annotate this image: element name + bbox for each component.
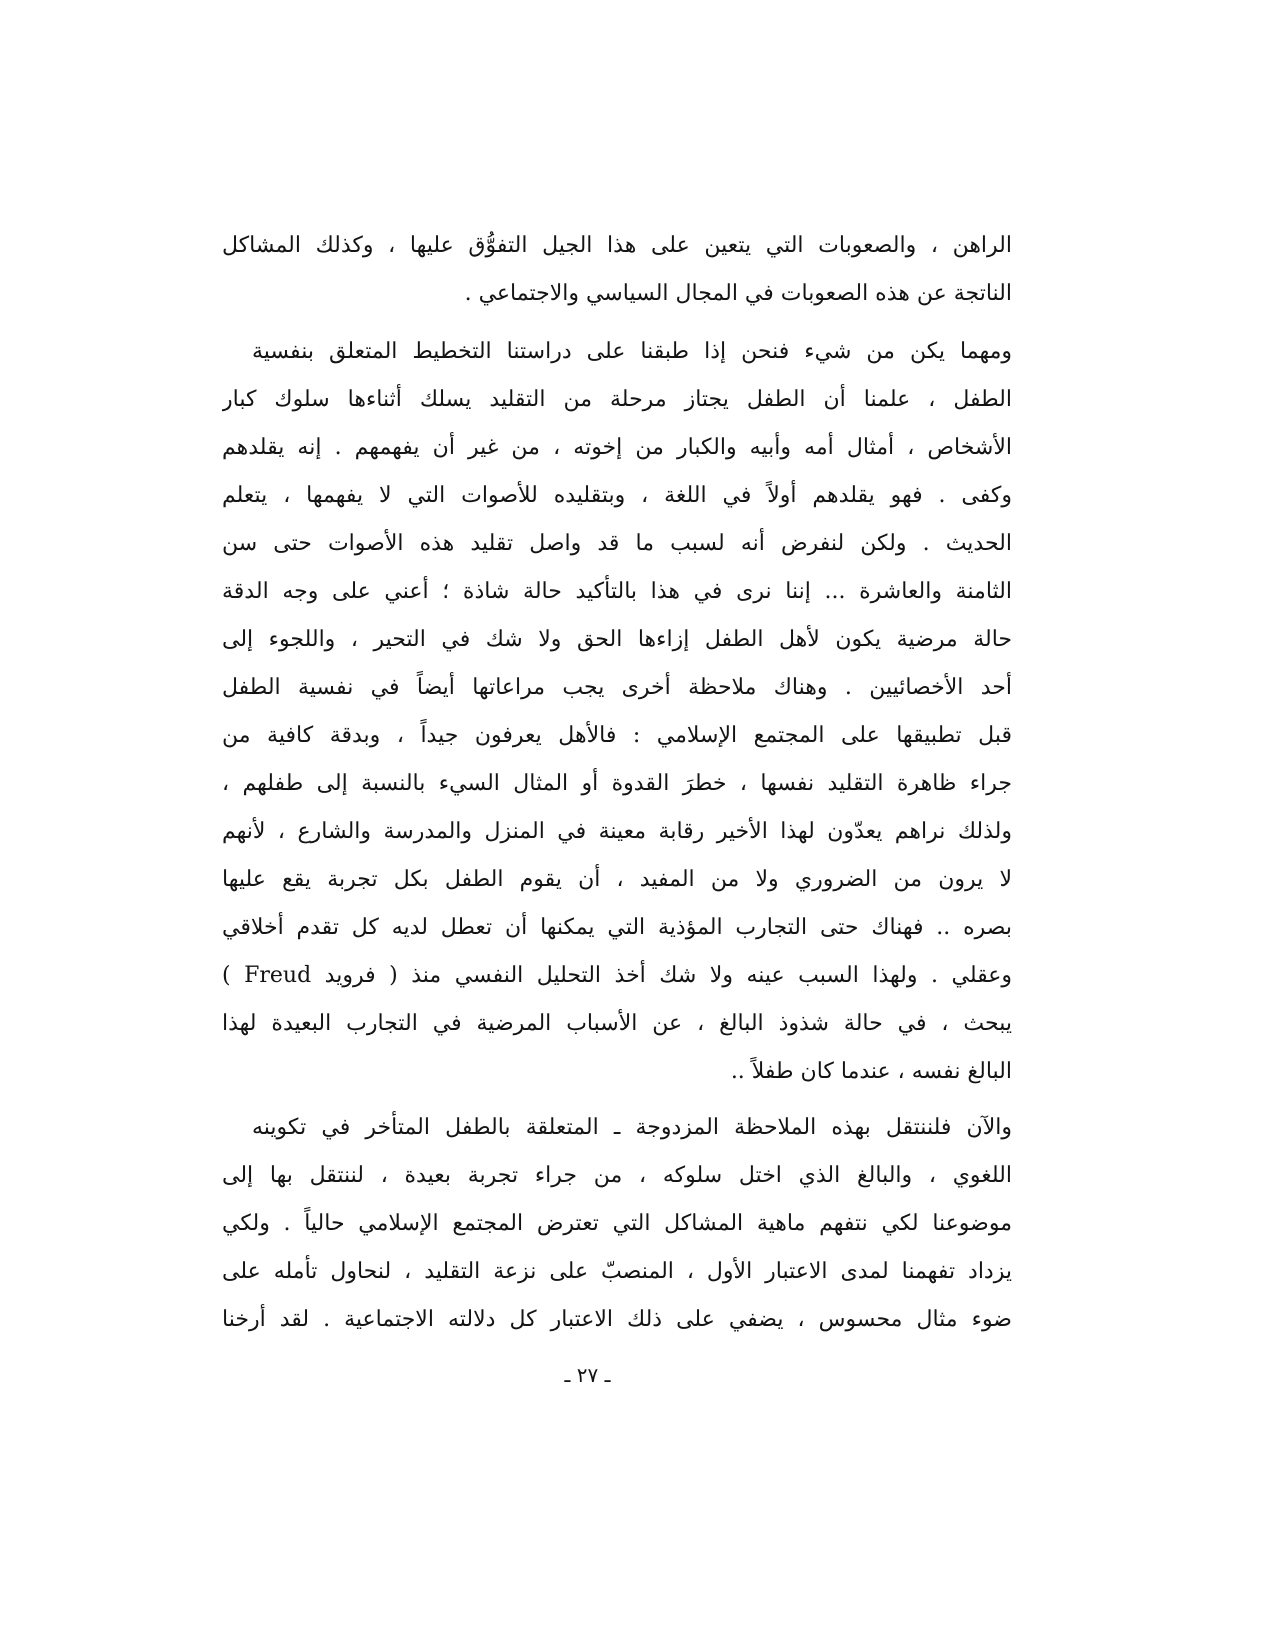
- text-line: الأشخاص ، أمثال أمه وأبيه والكبار من إخوته ، من غير أن يفهمهم . إنه يقلدهم: [222, 435, 1012, 460]
- text-line: أحد الأخصائيين . وهناك ملاحظة أخرى يجب مراعاتها أيضاً في نفسية الطفل: [222, 675, 1012, 700]
- text-line: ولذلك نراهم يعدّون لهذا الأخير رقابة معينة في المنزل والمدرسة والشارع ، لأنهم: [222, 819, 1012, 844]
- text-line: حالة مرضية يكون لأهل الطفل إزاءها الحق ولا شك في التحير ، واللجوء إلى: [222, 627, 1012, 652]
- text-line: الثامنة والعاشرة ... إننا نرى في هذا بالتأكيد حالة شاذة ؛ أعني على وجه الدقة: [222, 579, 1012, 604]
- text-line: الحديث . ولكن لنفرض أنه لسبب ما قد واصل تقليد هذه الأصوات حتى سن: [222, 531, 1012, 556]
- text-line: يزداد تفهمنا لمدى الاعتبار الأول ، المنصبّ على نزعة التقليد ، لنحاول تأمله على: [222, 1259, 1012, 1284]
- text-line: جراء ظاهرة التقليد نفسها ، خطرَ القدوة أو المثال السيء بالنسبة إلى طفلهم ،: [222, 771, 1012, 796]
- text-line: الطفل ، علمنا أن الطفل يجتاز مرحلة من التقليد يسلك أثناءها سلوك كبار: [222, 387, 1012, 412]
- paragraph-first-line: ومهما يكن من شيء فنحن إذا طبقنا على دراستنا التخطيط المتعلق بنفسية: [252, 339, 1012, 364]
- text-line: الناتجة عن هذه الصعوبات في المجال السياسي والاجتماعي .: [464, 281, 1012, 306]
- paragraph-first-line: والآن فلننتقل بهذه الملاحظة المزدوجة ـ المتعلقة بالطفل المتأخر في تكوينه: [252, 1115, 1012, 1140]
- text-line: بصره .. فهناك حتى التجارب المؤذية التي يمكنها أن تعطل لديه كل تقدم أخلاقي: [222, 915, 1012, 940]
- text-line: لا يرون من الضروري ولا من المفيد ، أن يقوم الطفل بكل تجربة يقع عليها: [222, 867, 1012, 892]
- text-line: ضوء مثال محسوس ، يضفي على ذلك الاعتبار كل دلالته الاجتماعية . لقد أرخنا: [222, 1307, 1012, 1332]
- text-line: يبحث ، في حالة شذوذ البالغ ، عن الأسباب المرضية في التجارب البعيدة لهذا: [222, 1011, 1012, 1036]
- text-line: وكفى . فهو يقلدهم أولاً في اللغة ، وبتقليده للأصوات التي لا يفهمها ، يتعلم: [222, 483, 1012, 508]
- text-line: موضوعنا لكي نتفهم ماهية المشاكل التي تعترض المجتمع الإسلامي حالياً . ولكي: [222, 1211, 1012, 1236]
- text-line: البالغ نفسه ، عندما كان طفلاً ..: [730, 1059, 1012, 1084]
- text-line: الراهن ، والصعوبات التي يتعين على هذا الجيل التفوُّق عليها ، وكذلك المشاكل: [222, 233, 1012, 258]
- page-number: ـ ٢٧ ـ: [564, 1363, 611, 1387]
- text-line: قبل تطبيقها على المجتمع الإسلامي : فالأهل يعرفون جيداً ، وبدقة كافية من: [222, 723, 1012, 748]
- text-line: اللغوي ، والبالغ الذي اختل سلوكه ، من جراء تجربة بعيدة ، لننتقل بها إلى: [222, 1163, 1012, 1188]
- text-line: وعقلي . ولهذا السبب عينه ولا شك أخذ التحليل النفسي منذ ( فرويد Freud ): [222, 963, 1012, 988]
